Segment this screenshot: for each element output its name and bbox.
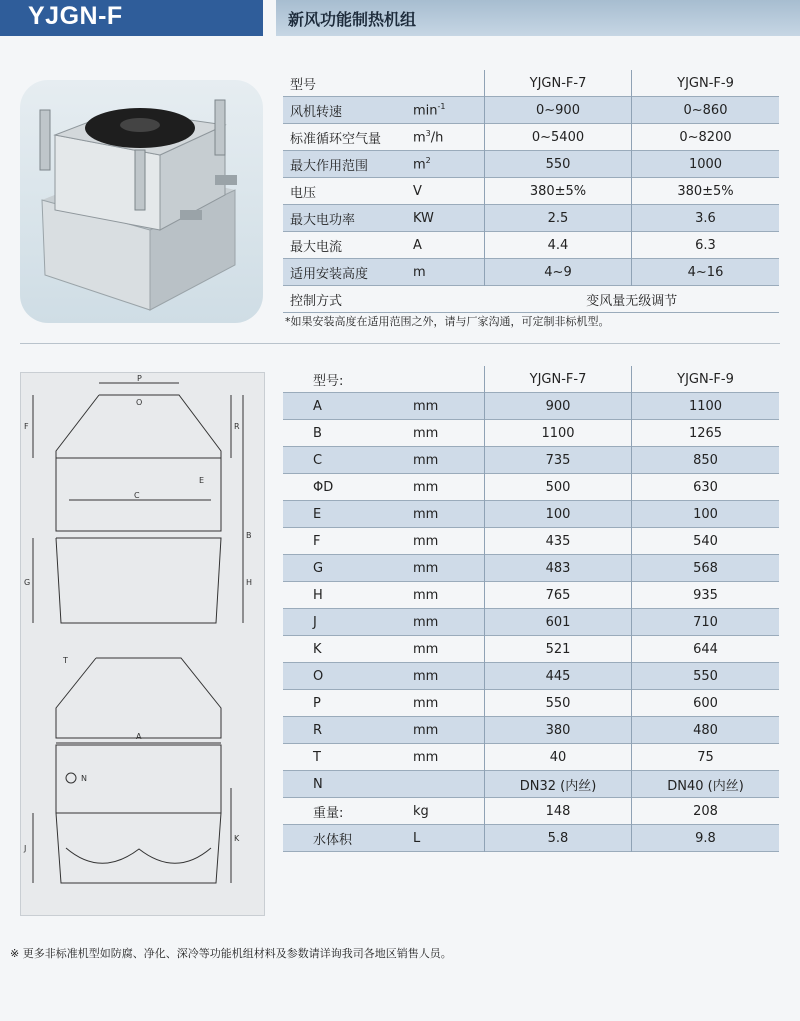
table-row (283, 151, 779, 178)
label-a: A (136, 732, 142, 741)
label-c: C (134, 491, 140, 500)
cell-label: ΦD (283, 474, 413, 501)
cell-label: H (283, 582, 413, 609)
cell-unit: mm (413, 447, 485, 474)
table-row (283, 178, 779, 205)
cell-v2: YJGN-F-9 (632, 70, 780, 97)
control-value: 变风量无级调节 (485, 286, 780, 313)
cell-label: O (283, 663, 413, 690)
cell-v1: 380 (485, 717, 632, 744)
cell-label: A (283, 393, 413, 420)
model-title: YJGN-F (28, 2, 123, 30)
unit-sup: -1 (437, 101, 446, 111)
cell-label: 适用安装高度 (283, 259, 413, 286)
cell-v2: 380±5% (632, 178, 780, 205)
cell-label: 型号 (283, 70, 413, 97)
label-b: B (246, 531, 252, 540)
cell-v1: YJGN-F-7 (485, 366, 632, 393)
cell-v2: 1265 (632, 420, 780, 447)
model-banner (0, 0, 263, 36)
cell-v1: YJGN-F-7 (485, 70, 632, 97)
cell-v2: 3.6 (632, 205, 780, 232)
cell-v1: 483 (485, 555, 632, 582)
unit-tail: /h (430, 130, 444, 146)
cell-unit: mm (413, 555, 485, 582)
cell-v1: 0~5400 (485, 124, 632, 151)
table-row (283, 690, 779, 717)
cell-unit: A (413, 232, 485, 259)
cell-v2: 0~8200 (632, 124, 780, 151)
cell-v1: 380±5% (485, 178, 632, 205)
label-n: N (81, 774, 87, 783)
unit-sup: 3 (425, 128, 431, 138)
cell-v2: 0~860 (632, 97, 780, 124)
table-row (283, 825, 779, 852)
cell-unit: V (413, 178, 485, 205)
table-row (283, 97, 779, 124)
unit-text: m (413, 130, 426, 146)
unit-text: m (413, 157, 426, 173)
cell-unit: mm (413, 609, 485, 636)
cell-unit (413, 70, 485, 97)
cell-label: R (283, 717, 413, 744)
cell-v2: DN40 (内丝) (632, 771, 780, 798)
cell-v1: 4.4 (485, 232, 632, 259)
dimension-diagram (20, 372, 265, 916)
spec-head-row (283, 70, 779, 97)
cell-unit: m (413, 259, 485, 286)
table-row (283, 798, 779, 825)
cell-label: J (283, 609, 413, 636)
page-title: 新风功能制热机组 (288, 10, 417, 29)
table-row (283, 609, 779, 636)
cell-v1: 435 (485, 528, 632, 555)
cell-label: 重量: (283, 798, 413, 825)
cell-label: F (283, 528, 413, 555)
table-row (283, 501, 779, 528)
cell-label: B (283, 420, 413, 447)
cell-label: 电压 (283, 178, 413, 205)
cell-unit: mm (413, 393, 485, 420)
cell-v2: 710 (632, 609, 780, 636)
label-f: F (24, 422, 29, 431)
footer-note: ※ 更多非标准机型如防腐、净化、深冷等功能机组材料及参数请详询我司各地区销售人员。 (10, 947, 452, 960)
cell-v1: 100 (485, 501, 632, 528)
cell-v2: 630 (632, 474, 780, 501)
label-e: E (199, 476, 205, 485)
cell-unit (413, 97, 485, 124)
cell-v1: 601 (485, 609, 632, 636)
cell-v2: 550 (632, 663, 780, 690)
cell-v2: 208 (632, 798, 780, 825)
cell-v1: 1100 (485, 420, 632, 447)
table-row (283, 447, 779, 474)
cell-unit: mm (413, 744, 485, 771)
cell-label: 最大作用范围 (283, 151, 413, 178)
cell-unit: mm (413, 717, 485, 744)
cell-unit (413, 286, 485, 313)
label-k: K (234, 834, 240, 843)
table-row (283, 717, 779, 744)
cell-unit (413, 366, 485, 393)
cell-v1: 0~900 (485, 97, 632, 124)
cell-label: 风机转速 (283, 97, 413, 124)
cell-label: T (283, 744, 413, 771)
label-r: R (234, 422, 240, 431)
cell-unit: mm (413, 528, 485, 555)
cell-v2: 75 (632, 744, 780, 771)
table-row (283, 555, 779, 582)
cell-v2: 1000 (632, 151, 780, 178)
label-h: H (246, 578, 253, 587)
table-row (283, 528, 779, 555)
cell-v1: DN32 (内丝) (485, 771, 632, 798)
cell-v1: 550 (485, 690, 632, 717)
cell-unit: mm (413, 420, 485, 447)
table-row (283, 286, 779, 313)
cell-label: E (283, 501, 413, 528)
unit-text: min (413, 103, 438, 119)
label-t: T (63, 656, 68, 665)
cell-label: C (283, 447, 413, 474)
dimension-table (283, 366, 779, 852)
cell-label: 最大电流 (283, 232, 413, 259)
table-row (283, 663, 779, 690)
cell-v2: 850 (632, 447, 780, 474)
cell-v2: 100 (632, 501, 780, 528)
cell-v2: 540 (632, 528, 780, 555)
table-row (283, 259, 779, 286)
cell-label: N (283, 771, 413, 798)
cell-v1: 550 (485, 151, 632, 178)
cell-label: 控制方式 (283, 286, 413, 313)
cell-v2: YJGN-F-9 (632, 366, 780, 393)
cell-unit: mm (413, 582, 485, 609)
cell-v2: 9.8 (632, 825, 780, 852)
cell-v1: 765 (485, 582, 632, 609)
cell-unit (413, 151, 485, 178)
install-note: *如果安装高度在适用范围之外，请与厂家沟通，可定制非标机型。 (285, 315, 610, 328)
label-p: P (137, 374, 142, 383)
label-j: J (24, 844, 27, 853)
table-row (283, 744, 779, 771)
cell-v1: 40 (485, 744, 632, 771)
cell-unit: mm (413, 663, 485, 690)
title-banner (276, 0, 800, 36)
cell-label: 水体积 (283, 825, 413, 852)
table-row (283, 474, 779, 501)
cell-v1: 521 (485, 636, 632, 663)
table-row (283, 232, 779, 259)
cell-v2: 4~16 (632, 259, 780, 286)
product-photo (20, 80, 263, 323)
table-row (283, 205, 779, 232)
cell-v1: 900 (485, 393, 632, 420)
cell-label: 标准循环空气量 (283, 124, 413, 151)
cell-unit: mm (413, 690, 485, 717)
cell-v2: 6.3 (632, 232, 780, 259)
cell-v1: 5.8 (485, 825, 632, 852)
table-row (283, 420, 779, 447)
cell-label: P (283, 690, 413, 717)
cell-unit: mm (413, 501, 485, 528)
cell-unit (413, 771, 485, 798)
dim-head-row (283, 366, 779, 393)
label-g: G (24, 578, 31, 587)
table-row (283, 771, 779, 798)
cell-v1: 735 (485, 447, 632, 474)
table-row (283, 636, 779, 663)
cell-unit: L (413, 825, 485, 852)
spec-table (283, 70, 779, 313)
label-o: O (136, 398, 143, 407)
cell-v1: 4~9 (485, 259, 632, 286)
cell-label: 型号: (283, 366, 413, 393)
cell-label: G (283, 555, 413, 582)
table-row (283, 124, 779, 151)
cell-v2: 1100 (632, 393, 780, 420)
cell-v1: 500 (485, 474, 632, 501)
cell-unit: mm (413, 474, 485, 501)
cell-v1: 2.5 (485, 205, 632, 232)
cell-v2: 644 (632, 636, 780, 663)
cell-unit: kg (413, 798, 485, 825)
cell-v2: 480 (632, 717, 780, 744)
cell-v2: 600 (632, 690, 780, 717)
cell-unit: mm (413, 636, 485, 663)
section-divider (20, 343, 780, 344)
cell-v1: 445 (485, 663, 632, 690)
cell-v2: 935 (632, 582, 780, 609)
unit-sup: 2 (425, 155, 431, 165)
cell-label: K (283, 636, 413, 663)
cell-label: 最大电功率 (283, 205, 413, 232)
table-row (283, 393, 779, 420)
cell-v2: 568 (632, 555, 780, 582)
cell-unit (413, 124, 485, 151)
table-row (283, 582, 779, 609)
cell-unit: KW (413, 205, 485, 232)
cell-v1: 148 (485, 798, 632, 825)
